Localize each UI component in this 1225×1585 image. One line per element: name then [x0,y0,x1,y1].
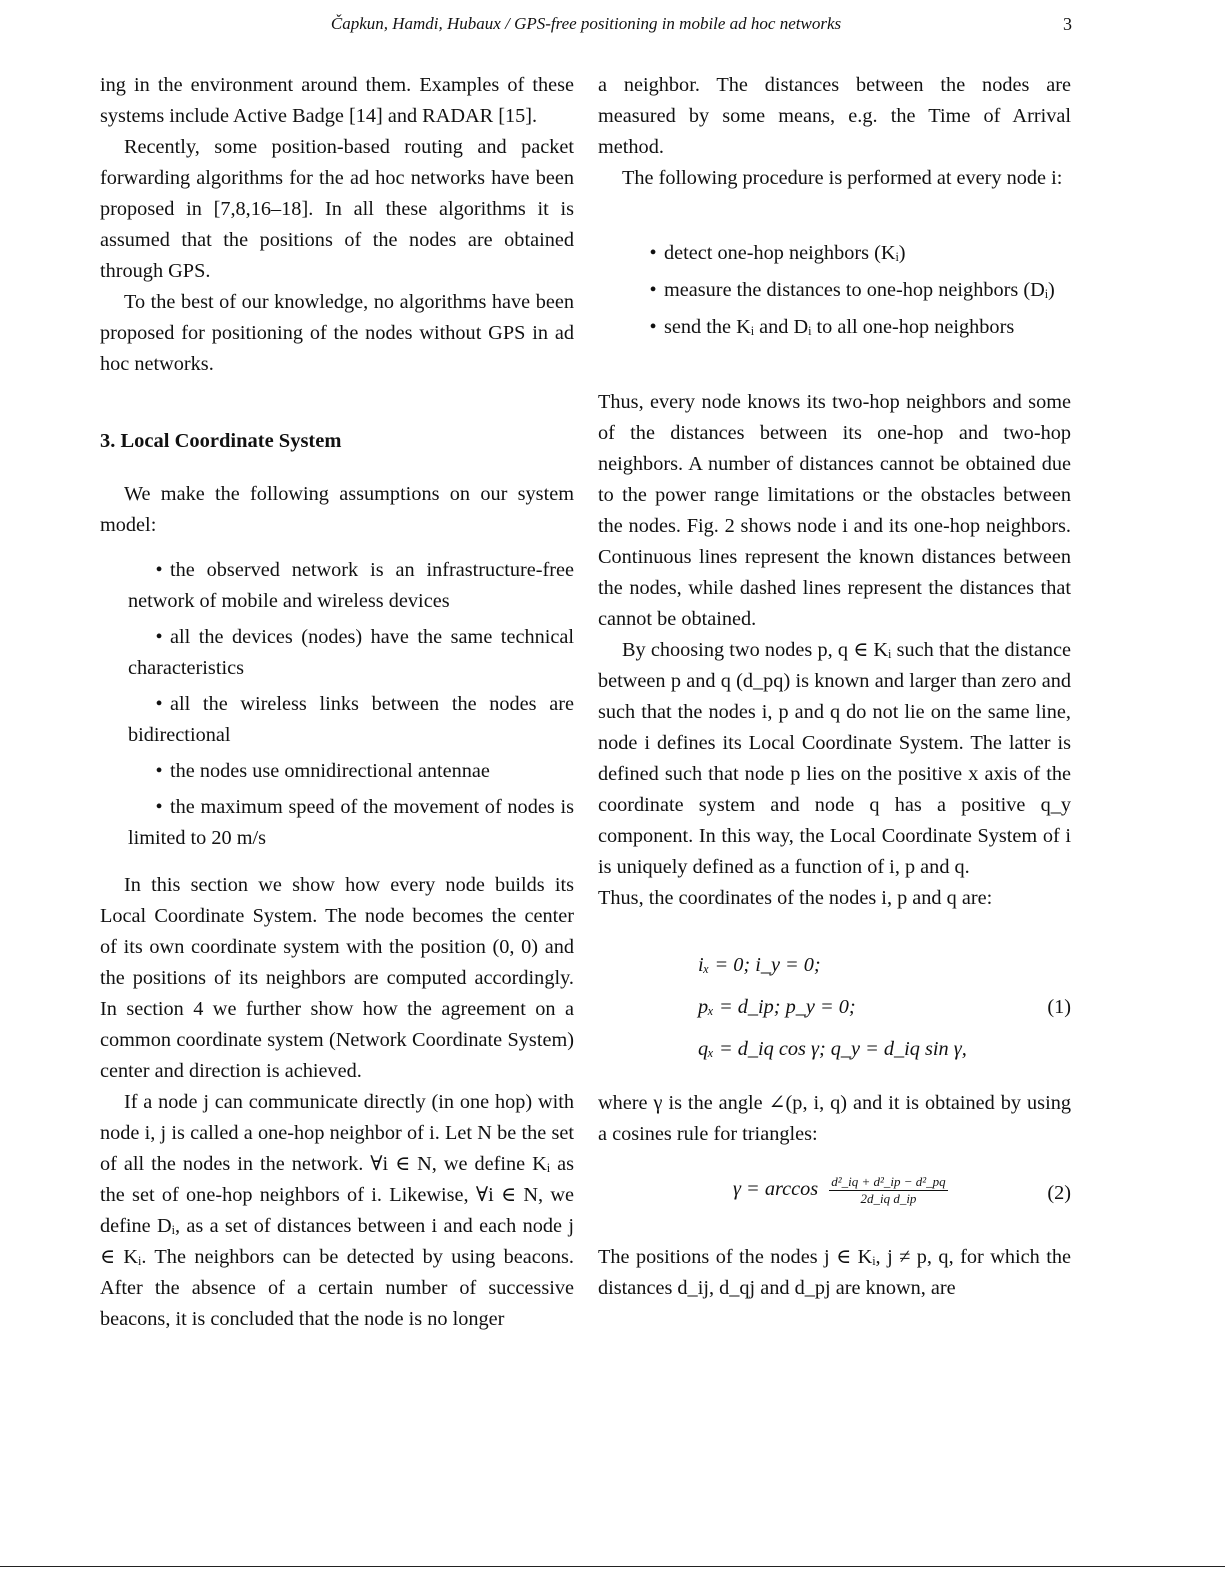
paragraph: ing in the environment around them. Examples of these systems include Active Badge [14] and RADAR [15]. [100,74,574,127]
paragraph: Thus, the coordinates of the nodes i, p and q are: [598,887,993,909]
fraction-numerator: d²_iq + d²_ip − d²_pq [831,1174,946,1189]
equation-expression [733,1174,948,1207]
list-item: • the maximum speed of the movement of nodes is limited to 20 m/s [128,792,574,854]
running-header [100,14,1072,40]
page-number: 3 [1063,14,1072,34]
section-heading: 3. Local Coordinate System [100,430,342,452]
equation-number: (2) [1047,1182,1071,1204]
paragraph: We make the following assumptions on our system model: [100,483,574,536]
bullet-icon: • [155,626,163,648]
fraction-denominator: 2d_iq d_ip [860,1191,917,1206]
assumptions-list [100,555,574,854]
list-item: • measure the distances to one-hop neighbors (Dᵢ) [622,275,1071,306]
right-column [598,70,1071,1304]
paragraph: By choosing two nodes p, q ∈ Kᵢ such that the distance between p and q (d_pq) is known and larger than zero and such that the nodes i, p and q do not lie on the same line, node i defines its Local Coordinate System. The latter is defined such that node p lies on the positive x axis of the coordinate system and node q has a positive q_y component. In this way, the Local Coordinate System of i is uniquely defined as a function of i, p and q. [598,639,1071,878]
equation-line: iₓ = 0; i_y = 0; [698,954,821,976]
equation-number: (1) [1047,996,1071,1018]
running-title: Čapkun, Hamdi, Hubaux / GPS-free positioning in mobile ad hoc networks [330,14,842,33]
bullet-icon: • [155,559,163,581]
paragraph: To the best of our knowledge, no algorithms have been proposed for positioning of the nodes without GPS in ad hoc networks. [100,291,574,375]
list-item: • all the wireless links between the nodes are bidirectional [128,689,574,751]
bullet-icon: • [649,279,657,301]
left-column [100,70,574,1335]
bullet-icon: • [155,760,163,782]
equation-2 [598,1164,1071,1226]
procedure-list [598,238,1071,343]
bullet-icon: • [649,242,657,264]
list-item: • the observed network is an infrastructure-free network of mobile and wireless devices [128,555,574,617]
bullet-icon: • [649,316,657,338]
paragraph: The following procedure is performed at every node i: [622,167,1063,189]
list-item: • detect one-hop neighbors (Kᵢ) [622,238,1071,269]
equation-lhs: γ = arccos [733,1178,819,1201]
paragraph: The positions of the nodes j ∈ Kᵢ, j ≠ p, q, for which the distances d_ij, d_qj and d_pj are known, are [598,1246,1071,1299]
equation-1 [598,932,1071,1072]
paragraph: a neighbor. The distances between the nodes are measured by some means, e.g. the Time of Arrival method. [598,74,1071,158]
bullet-icon: • [155,796,163,818]
list-item: • all the devices (nodes) have the same technical characteristics [128,622,574,684]
equation-line: qₓ = d_iq cos γ; q_y = d_iq sin γ, [698,1038,967,1060]
paragraph: Recently, some position-based routing and packet forwarding algorithms for the ad hoc networks have been proposed in [7,8,16–18]. In all these algorithms it is assumed that the positions of the nodes are obtained through GPS. [100,136,574,282]
paragraph: In this section we show how every node builds its Local Coordinate System. The node becomes the center of its own coordinate system with the position (0, 0) and the positions of its neighbors are computed accordingly. In section 4 we further show how the agreement on a common coordinate system (Network Coordinate System) center and direction is achieved. [100,874,574,1082]
fraction [829,1174,947,1207]
paragraph: Thus, every node knows its two-hop neighbors and some of the distances between its one-hop and two-hop neighbors. A number of distances cannot be obtained due to the power range limitations or the obstacles between the nodes. Fig. 2 shows node i and its one-hop neighbors. Continuous lines represent the known distances between the nodes, while dashed lines represent the distances that cannot be obtained. [598,391,1071,630]
list-item: • the nodes use omnidirectional antennae [128,756,574,787]
paragraph: where γ is the angle ∠(p, i, q) and it is obtained by using a cosines rule for triangles: [598,1092,1071,1145]
equation-line: pₓ = d_ip; p_y = 0; [698,996,856,1018]
paragraph: If a node j can communicate directly (in one hop) with node i, j is called a one-hop neighbor of i. Let N be the set of all the nodes in the network. ∀i ∈ N, we define Kᵢ as the set of one-hop neighbors of i. Likewise, ∀i ∈ N, we define Dᵢ, as a set of distances between i and each node j ∈ Kᵢ. The neighbors can be detected by using beacons. After the absence of a certain number of successive beacons, it is concluded that the node is no longer [100,1091,574,1330]
bullet-icon: • [155,693,163,715]
list-item: • send the Kᵢ and Dᵢ to all one-hop neighbors [622,312,1071,343]
bottom-rule [0,1566,1225,1567]
